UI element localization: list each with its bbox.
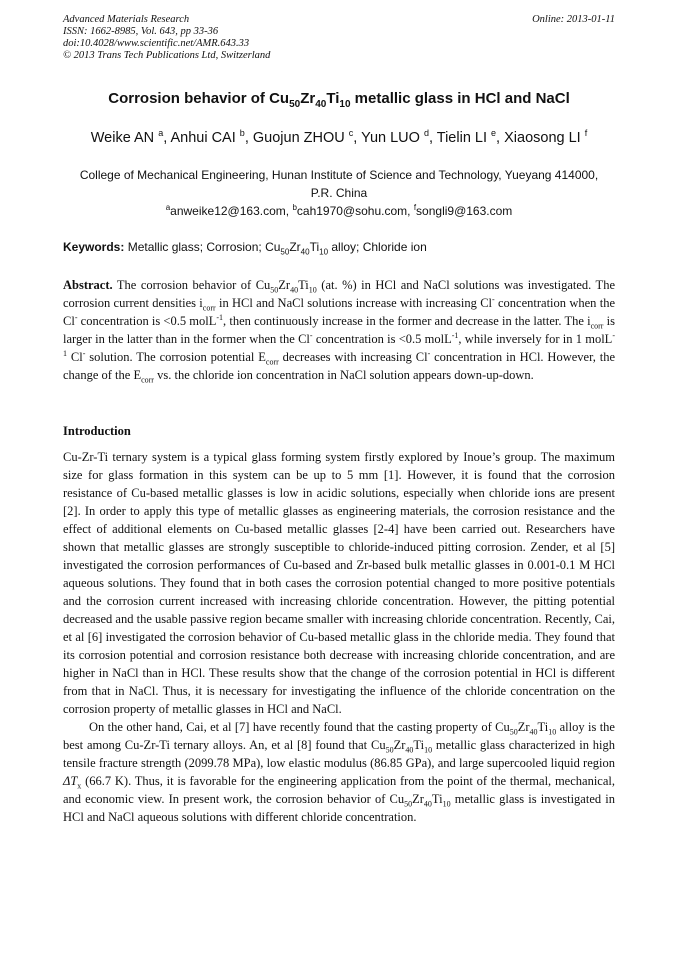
author-name: Weike AN — [90, 130, 155, 146]
affiliation-country: P.R. China — [310, 186, 368, 200]
section-heading-introduction: Introduction — [63, 424, 131, 438]
author-name: Xiaosong LI — [504, 130, 581, 146]
author-list: Weike AN $^a$, Anhui CAI $^b$, Guojun ZHOU $^c$, Yun LUO $^d$, Tielin LI $^e$, Xiaosong LI $^f$ — [90, 128, 588, 146]
email-link[interactable]: anweike12@163.com — [170, 204, 286, 218]
introduction-body — [63, 448, 615, 826]
online-date: Online: 2013-01-11 — [532, 14, 615, 25]
keywords-label: Keywords: — [63, 240, 125, 254]
copyright-line: © 2013 Trans Tech Publications Ltd, Switzerland — [63, 50, 271, 61]
abstract-label: Abstract. — [63, 278, 113, 292]
author-emails: $^a$anweike12@163.com, $^b$cah1970@sohu.com, $^f$songli9@163.com — [165, 203, 513, 218]
intro-paragraph-2: On the other hand, Cai, et al [7] have recently found that the casting property of $Cu_{50}Zr_{40}Ti_{10}$ alloy is the best among Cu-Zr-Ti ternary alloys. An, et al [8] found that $Cu_{50}Zr_{40}Ti_{10}$ metallic glass characterized in high tensile fracture strength (2099.78 MPa), low elastic modulus (86.85 GPa), and large supercooled liquid region $\Delta T_x$ (66.7 K). Thus, it is favorable for the engineering application from the point of the thermal, mechanical, and economic view. In present work, the corrosion behavior of $Cu_{50}Zr_{40}Ti_{10}$ metallic glass is investigated in HCl and NaCl aqueous solutions with different chloride concentration. — [63, 720, 616, 824]
affiliation — [60, 166, 618, 220]
paper-title: Corrosion behavior of $Cu_{50}Zr_{40}Ti_{10}$ metallic glass in HCl and NaCl — [108, 90, 570, 110]
email-link[interactable]: songli9@163.com — [416, 204, 513, 218]
intro-paragraph-1: Cu-Zr-Ti ternary system is a typical glass forming system firstly explored by Inoue’s group. The maximum size for glass formation in this system can be up to 5 mm [1]. However, it is found that the corrosion resistance of Cu-based metallic glasses is low in acidic solutions, especially when chloride ions are present [2]. In order to apply this type of metallic glasses as engineering materials, the corrosion resistance and the effect of additional elements on Cu-based metallic glasses [2-4] have been carried out. Researchers have shown that metallic glasses are strongly susceptible to chloride-induced pitting corrosion. Zender, et al [5] investigated the corrosion performances of Cu-based and Zr-based bulk metallic glasses in 0.001-0.1 M HCl aqueous solutions. They found that in both cases the corrosion potential changed to more positive potentials and the corrosion current increased with increasing chloride concentration. However, the pitting potential decreased and the usable passive region became smaller with increasing chloride concentration. Recently, Cai, et al [6] investigated the corrosion behavior of Cu-based metallic glass in the chloride media. They found that its corrosion potential and corrosion resistance both decrease with increasing chloride concentration, and are higher in NaCl than in HCl. These results show that the change of the corrosion potential in HCl is different from that in NaCl. Thus, it is necessary for investigating the influence of the chloride concentration on the corrosion property of metallic glasses in HCl and NaCl. — [63, 450, 615, 716]
author-name: Anhui CAI — [170, 130, 236, 146]
author-name: Tielin LI — [436, 130, 487, 146]
keywords: Keywords: Metallic glass; Corrosion; $Cu_{50}Zr_{40}Ti_{10}$ alloy; Chloride ion — [63, 240, 427, 257]
doi-line: doi:10.4028/www.scientific.net/AMR.643.33 — [63, 38, 250, 49]
author-name: Yun LUO — [361, 130, 420, 146]
email-link[interactable]: cah1970@sohu.com — [296, 204, 408, 218]
journal-header — [63, 14, 615, 62]
affiliation-line: College of Mechanical Engineering, Hunan Institute of Science and Technology, Yueyang 414000, — [79, 168, 599, 182]
journal-name: Advanced Materials Research — [63, 14, 190, 25]
author-name: Guojun ZHOU — [252, 130, 345, 146]
issn-line: ISSN: 1662-8985, Vol. 643, pp 33-36 — [63, 26, 219, 37]
abstract-paragraph: Abstract. The corrosion behavior of $Cu_{50}Zr_{40}Ti_{10}$ (at. %) in HCl and NaCl solutions was investigated. The corrosion current densities $i_{corr}$ in HCl and NaCl solutions increase with increasing Cl- concentration when the Cl- concentration is <0.5 molL$^{-1}$, then continuously increase in the former and decrease in the latter. The $i_{corr}$ is larger in the latter than in the former when the Cl- concentration is <0.5 molL$^{-1}$, while inversely for in 1 molL$^{-1}$ Cl- solution. The corrosion potential $E_{corr}$ decreases with increasing Cl- concentration in HCl. However, the change of the $E_{corr}$ vs. the chloride ion concentration in NaCl solution appears down-up-down. — [63, 278, 616, 385]
